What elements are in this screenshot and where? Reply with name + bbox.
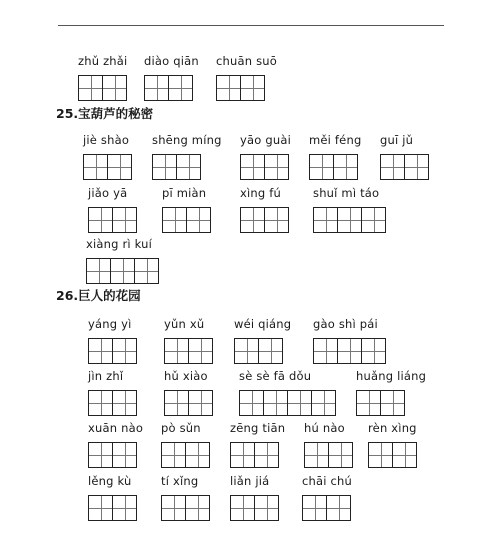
pinyin-label: chāi chú [302, 474, 353, 488]
tianzige-cell[interactable] [380, 154, 405, 180]
tianzige-cell[interactable] [112, 207, 137, 233]
tianzige-cell[interactable] [304, 442, 329, 468]
pinyin-label: xiàng rì kuí [86, 237, 153, 251]
writing-grid [161, 442, 209, 468]
writing-grid [83, 154, 131, 180]
tianzige-cell[interactable] [311, 390, 336, 416]
tianzige-cell[interactable] [88, 495, 113, 521]
tianzige-cell[interactable] [161, 495, 186, 521]
writing-grid [86, 258, 158, 284]
writing-grid [240, 207, 288, 233]
pinyin-label: měi féng [309, 133, 362, 147]
writing-grid [230, 495, 278, 521]
pinyin-label: shuǐ mì táo [313, 186, 380, 200]
writing-grid [216, 75, 264, 101]
tianzige-cell[interactable] [287, 390, 312, 416]
tianzige-cell[interactable] [337, 207, 362, 233]
writing-grid [88, 207, 136, 233]
tianzige-cell[interactable] [240, 75, 265, 101]
tianzige-cell[interactable] [216, 75, 241, 101]
pinyin-label: hú nào [304, 421, 345, 435]
writing-grid [240, 154, 288, 180]
tianzige-cell[interactable] [263, 390, 288, 416]
tianzige-cell[interactable] [380, 390, 405, 416]
tianzige-cell[interactable] [112, 442, 137, 468]
tianzige-cell[interactable] [102, 75, 127, 101]
pinyin-label: wéi qiáng [234, 317, 292, 331]
pinyin-label: tí xǐng [161, 474, 199, 488]
tianzige-cell[interactable] [86, 258, 111, 284]
tianzige-cell[interactable] [258, 338, 283, 364]
pinyin-label: yáng yì [88, 317, 132, 331]
tianzige-cell[interactable] [164, 338, 189, 364]
pinyin-label: jìn zhǐ [88, 369, 124, 383]
pinyin-label: zēng tiān [230, 421, 286, 435]
tianzige-cell[interactable] [368, 442, 393, 468]
tianzige-cell[interactable] [234, 338, 259, 364]
tianzige-cell[interactable] [240, 154, 265, 180]
pinyin-label: guī jǔ [380, 133, 414, 147]
tianzige-cell[interactable] [361, 207, 386, 233]
pinyin-label: liǎn jiá [230, 474, 270, 488]
writing-grid [164, 338, 212, 364]
tianzige-cell[interactable] [112, 495, 137, 521]
tianzige-cell[interactable] [337, 338, 362, 364]
pinyin-label: huǎng liáng [356, 369, 427, 383]
tianzige-cell[interactable] [326, 495, 351, 521]
writing-grid [380, 154, 428, 180]
pinyin-label: chuān suō [216, 54, 278, 68]
tianzige-cell[interactable] [328, 442, 353, 468]
section-26-heading: 26.巨人的花园 [56, 288, 141, 303]
tianzige-cell[interactable] [188, 390, 213, 416]
pinyin-label: lěng kù [88, 474, 132, 488]
tianzige-cell[interactable] [168, 75, 193, 101]
pinyin-label: xìng fú [240, 186, 281, 200]
section-25-heading: 25.宝葫芦的秘密 [56, 106, 154, 121]
writing-grid [88, 442, 136, 468]
tianzige-cell[interactable] [110, 258, 135, 284]
pinyin-label: yǔn xǔ [164, 317, 205, 331]
writing-grid [239, 390, 335, 416]
writing-grid [88, 390, 136, 416]
tianzige-cell[interactable] [88, 338, 113, 364]
pinyin-label: jiǎo yā [88, 186, 128, 200]
tianzige-cell[interactable] [188, 338, 213, 364]
writing-grid [164, 390, 212, 416]
pinyin-label: hǔ xiào [164, 369, 208, 383]
tianzige-cell[interactable] [230, 495, 255, 521]
tianzige-cell[interactable] [264, 207, 289, 233]
pinyin-label: shēng míng [152, 133, 222, 147]
pinyin-label: yāo guài [240, 133, 291, 147]
tianzige-cell[interactable] [313, 207, 338, 233]
tianzige-cell[interactable] [302, 495, 327, 521]
tianzige-cell[interactable] [361, 338, 386, 364]
tianzige-cell[interactable] [230, 442, 255, 468]
tianzige-cell[interactable] [112, 338, 137, 364]
writing-grid [234, 338, 282, 364]
tianzige-cell[interactable] [107, 154, 132, 180]
pinyin-label: gào shì pái [313, 317, 378, 331]
writing-grid [368, 442, 416, 468]
tianzige-cell[interactable] [404, 154, 429, 180]
tianzige-cell[interactable] [83, 154, 108, 180]
writing-grid [302, 495, 350, 521]
tianzige-cell[interactable] [333, 154, 358, 180]
tianzige-cell[interactable] [88, 442, 113, 468]
writing-grid [152, 154, 200, 180]
writing-grid [78, 75, 126, 101]
writing-grid [356, 390, 404, 416]
tianzige-cell[interactable] [264, 154, 289, 180]
tianzige-cell[interactable] [162, 207, 187, 233]
writing-grid [161, 495, 209, 521]
writing-grid [230, 442, 278, 468]
writing-grid [313, 338, 385, 364]
tianzige-cell[interactable] [186, 207, 211, 233]
pinyin-label: rèn xìng [368, 421, 417, 435]
tianzige-cell[interactable] [240, 207, 265, 233]
tianzige-cell[interactable] [313, 338, 338, 364]
tianzige-cell[interactable] [78, 75, 103, 101]
pinyin-label: zhǔ zhǎi [78, 54, 128, 68]
tianzige-cell[interactable] [176, 154, 201, 180]
tianzige-cell[interactable] [185, 442, 210, 468]
writing-grid [304, 442, 352, 468]
pinyin-label: sè sè fā dǒu [239, 369, 312, 383]
pinyin-label: pī miàn [162, 186, 207, 200]
tianzige-cell[interactable] [88, 207, 113, 233]
writing-grid [162, 207, 210, 233]
pinyin-label: jiè shào [83, 133, 130, 147]
tianzige-cell[interactable] [112, 390, 137, 416]
tianzige-cell[interactable] [161, 442, 186, 468]
writing-grid [88, 495, 136, 521]
tianzige-cell[interactable] [144, 75, 169, 101]
tianzige-cell[interactable] [239, 390, 264, 416]
pinyin-label: pò sǔn [161, 421, 201, 435]
tianzige-cell[interactable] [254, 495, 279, 521]
tianzige-cell[interactable] [254, 442, 279, 468]
writing-grid [313, 207, 385, 233]
tianzige-cell[interactable] [185, 495, 210, 521]
writing-grid [144, 75, 192, 101]
pinyin-label: diào qiān [144, 54, 199, 68]
pinyin-label: xuān nào [88, 421, 144, 435]
tianzige-cell[interactable] [88, 390, 113, 416]
tianzige-cell[interactable] [152, 154, 177, 180]
writing-grid [88, 338, 136, 364]
top-rule [58, 25, 444, 26]
writing-grid [309, 154, 357, 180]
tianzige-cell[interactable] [392, 442, 417, 468]
tianzige-cell[interactable] [309, 154, 334, 180]
tianzige-cell[interactable] [134, 258, 159, 284]
tianzige-cell[interactable] [164, 390, 189, 416]
tianzige-cell[interactable] [356, 390, 381, 416]
